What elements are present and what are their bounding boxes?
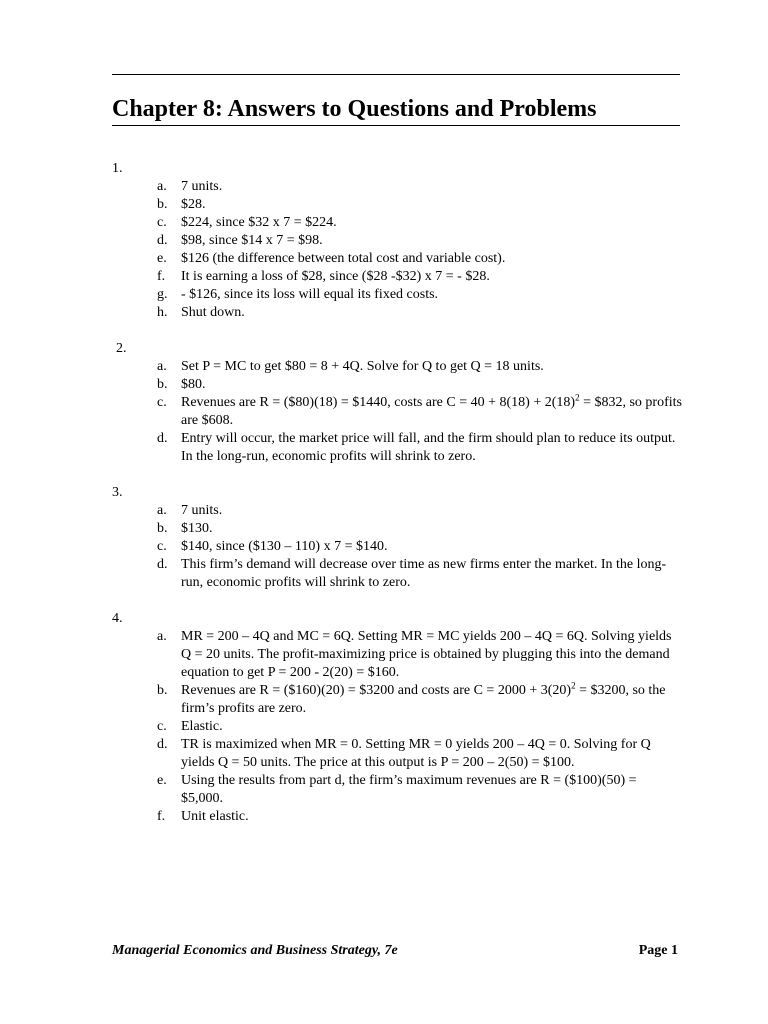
- item-label: f.: [157, 269, 166, 284]
- item-label: b.: [157, 521, 168, 536]
- item-label: e.: [157, 773, 167, 788]
- item-text: Shut down.: [181, 305, 245, 320]
- text-segment: Revenues are R = ($160)(20) = $3200 and costs are C = 2000 + 3(20): [181, 683, 572, 698]
- list-item: [112, 376, 682, 394]
- text-segment: = $3200, so the firm’s profits are zero.: [181, 683, 666, 716]
- item-text: It is earning a loss of $28, since ($28 -$32) x 7 = - $28.: [181, 269, 490, 284]
- item-label: c.: [157, 395, 167, 410]
- item-text: [181, 394, 682, 430]
- answer-list: [112, 178, 682, 322]
- item-label: b.: [157, 197, 168, 212]
- item-label: d.: [157, 431, 168, 446]
- item-label: d.: [157, 233, 168, 248]
- item-text: $80.: [181, 377, 206, 392]
- superscript: 2: [571, 680, 576, 691]
- question-number: 2.: [116, 341, 127, 356]
- list-item: [112, 808, 682, 826]
- item-label: c.: [157, 719, 167, 734]
- item-label: a.: [157, 359, 167, 374]
- item-label: a.: [157, 503, 167, 518]
- item-label: c.: [157, 539, 167, 554]
- list-item: [112, 520, 682, 538]
- list-item: [112, 304, 682, 322]
- item-text: Set P = MC to get $80 = 8 + 4Q. Solve for Q to get Q = 18 units.: [181, 359, 544, 374]
- list-item: [112, 286, 682, 304]
- page-footer: [112, 942, 678, 960]
- title-underline: [112, 125, 680, 126]
- question-3: [112, 484, 682, 592]
- item-text: $126 (the difference between total cost and variable cost).: [181, 251, 506, 266]
- item-text: $130.: [181, 521, 213, 536]
- page-number: Page 1: [638, 943, 678, 958]
- answer-list: [112, 502, 682, 592]
- item-label: d.: [157, 557, 168, 572]
- question-number: 1.: [112, 161, 123, 176]
- list-item: [112, 232, 682, 250]
- book-title: Managerial Economics and Business Strategy, 7e: [112, 943, 398, 958]
- item-text: This firm’s demand will decrease over time as new firms enter the market. In the long-run, economic profits will shrink to zero.: [181, 557, 667, 590]
- question-2: [112, 340, 682, 466]
- list-item: [112, 394, 682, 430]
- list-item: [112, 430, 682, 466]
- answer-list: [112, 628, 682, 826]
- question-number: 4.: [112, 611, 123, 626]
- list-item: [112, 628, 682, 682]
- item-label: d.: [157, 737, 168, 752]
- item-label: b.: [157, 683, 168, 698]
- list-item: [112, 682, 682, 718]
- item-text: Elastic.: [181, 719, 223, 734]
- item-text: $224, since $32 x 7 = $224.: [181, 215, 337, 230]
- item-text: MR = 200 – 4Q and MC = 6Q. Setting MR = MC yields 200 – 4Q = 6Q. Solving yields Q = 20 units. The profit-maximizing price is obtained by plugging this into the demand equation to get P = 200 - 2(20) = $160.: [181, 629, 672, 680]
- item-text: $98, since $14 x 7 = $98.: [181, 233, 323, 248]
- item-label: g.: [157, 287, 168, 302]
- item-text: 7 units.: [181, 503, 223, 518]
- item-label: c.: [157, 215, 167, 230]
- item-label: a.: [157, 179, 167, 194]
- text-segment: = $832, so profits are $608.: [181, 395, 682, 428]
- text-segment: Revenues are R = ($80)(18) = $1440, costs are C = 40 + 8(18) + 2(18): [181, 395, 576, 410]
- item-label: b.: [157, 377, 168, 392]
- list-item: [112, 556, 682, 592]
- item-text: $140, since ($130 – 110) x 7 = $140.: [181, 539, 388, 554]
- item-text: [181, 682, 682, 718]
- answer-list: [112, 358, 682, 466]
- question-4: [112, 610, 682, 826]
- top-rule: [112, 74, 680, 75]
- question-number: 3.: [112, 485, 123, 500]
- list-item: [112, 718, 682, 736]
- list-item: [112, 268, 682, 286]
- superscript: 2: [575, 392, 580, 403]
- item-text: 7 units.: [181, 179, 223, 194]
- item-label: h.: [157, 305, 168, 320]
- item-text: Unit elastic.: [181, 809, 249, 824]
- list-item: [112, 196, 682, 214]
- item-text: TR is maximized when MR = 0. Setting MR = 0 yields 200 – 4Q = 0. Solving for Q yields Q = 50 units. The price at this output is P = 200 – 2(50) = $100.: [181, 737, 651, 770]
- list-item: [112, 772, 682, 808]
- item-label: a.: [157, 629, 167, 644]
- list-item: [112, 214, 682, 232]
- page-title: Chapter 8: Answers to Questions and Problems: [112, 96, 597, 122]
- item-text: $28.: [181, 197, 206, 212]
- list-item: [112, 178, 682, 196]
- list-item: [112, 358, 682, 376]
- list-item: [112, 502, 682, 520]
- item-label: f.: [157, 809, 166, 824]
- answers-content: [112, 160, 682, 844]
- item-label: e.: [157, 251, 167, 266]
- item-text: - $126, since its loss will equal its fixed costs.: [181, 287, 439, 302]
- list-item: [112, 736, 682, 772]
- question-1: [112, 160, 682, 322]
- list-item: [112, 538, 682, 556]
- item-text: Using the results from part d, the firm’s maximum revenues are R = ($100)(50) = $5,000.: [181, 773, 637, 806]
- list-item: [112, 250, 682, 268]
- item-text: Entry will occur, the market price will fall, and the firm should plan to reduce its output. In the long-run, economic profits will shrink to zero.: [181, 431, 676, 464]
